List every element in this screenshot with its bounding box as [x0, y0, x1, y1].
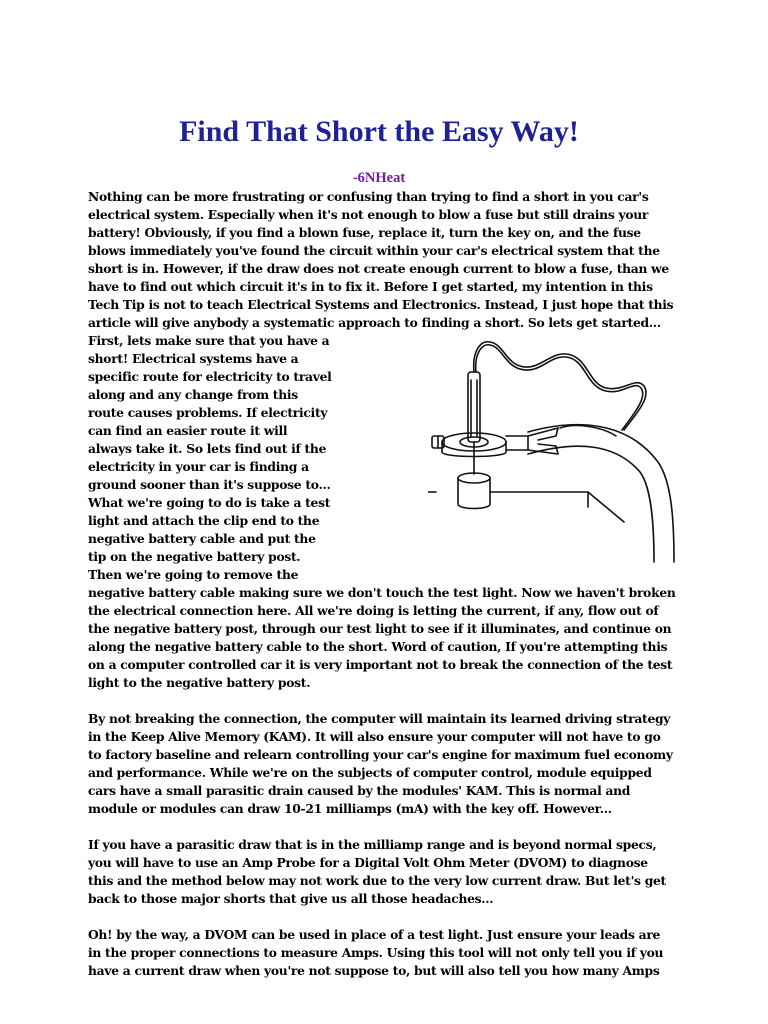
paragraph-test-light-continued — [88, 584, 676, 692]
text-line: can find an easier route it will — [88, 423, 288, 438]
text-line: route causes problems. If electricity — [88, 405, 328, 420]
text-line: along the negative battery cable to the short. Word of caution, If you're attempting this — [88, 639, 668, 654]
text-line: What we're going to do is take a test — [88, 495, 331, 510]
text-line: electrical system. Especially when it's not enough to blow a fuse but still drains your — [88, 207, 649, 222]
text-line: to factory baseline and relearn controlling your car's engine for maximum fuel economy — [88, 747, 673, 762]
text-line: Nothing can be more frustrating or confusing than trying to find a short in you car's — [88, 189, 649, 204]
article-title: Find That Short the Easy Way! — [179, 115, 579, 148]
text-line: always take it. So lets find out if the — [88, 441, 327, 456]
text-line: back to those major shorts that give us all those headaches... — [88, 891, 494, 906]
text-line: Then we're going to remove the — [88, 567, 299, 582]
text-line: ground sooner than it's suppose to... — [88, 477, 331, 492]
text-line: Oh! by the way, a DVOM can be used in place of a test light. Just ensure your leads are — [88, 927, 661, 942]
text-line: article will give anybody a systematic approach to finding a short. So lets get started... — [88, 315, 661, 330]
text-line: the negative battery post, through our test light to see if it illuminates, and continue on — [88, 621, 672, 636]
text-line: light to the negative battery post. — [88, 675, 311, 690]
paragraph-intro — [88, 188, 673, 332]
text-line: short! Electrical systems have a — [88, 351, 299, 366]
text-line: module or modules can draw 10-21 milliamps (mA) with the key off. However... — [88, 801, 612, 816]
text-line: By not breaking the connection, the computer will maintain its learned driving strategy — [88, 711, 671, 726]
text-line: have a current draw when you're not suppose to, but will also tell you how many Amps — [88, 963, 660, 978]
text-line: If you have a parasitic draw that is in the milliamp range and is beyond normal specs, — [88, 837, 657, 852]
text-line: specific route for electricity to travel — [88, 369, 332, 384]
test-light-on-battery-post-icon — [428, 332, 678, 572]
text-line: on a computer controlled car it is very important not to break the connection of the test — [88, 657, 673, 672]
text-line: tip on the negative battery post. — [88, 549, 301, 564]
text-line: along and any change from this — [88, 387, 298, 402]
text-line: you will have to use an Amp Probe for a Digital Volt Ohm Meter (DVOM) to diagnose — [88, 855, 648, 870]
text-line: cars have a small parasitic drain caused by the modules' KAM. This is normal and — [88, 783, 631, 798]
text-line: negative battery cable making sure we don't touch the test light. Now we haven't broken — [88, 585, 676, 600]
text-line: battery! Obviously, if you find a blown fuse, replace it, turn the key on, and the fuse — [88, 225, 641, 240]
paragraph-parasitic-draw — [88, 836, 666, 908]
text-line: and performance. While we're on the subjects of computer control, module equipped — [88, 765, 652, 780]
text-line: in the proper connections to measure Amps. Using this tool will not only tell you if you — [88, 945, 664, 960]
article-page — [88, 0, 676, 1024]
text-line: light and attach the clip end to the — [88, 513, 320, 528]
text-line: have to find out which circuit it's in to fix it. Before I get started, my intention in this — [88, 279, 653, 294]
paragraph-test-light-wrapped — [88, 332, 338, 584]
text-line: Tech Tip is not to teach Electrical Systems and Electronics. Instead, I just hope that this — [88, 297, 674, 312]
text-line: the electrical connection here. All we're doing is letting the current, if any, flow out of — [88, 603, 659, 618]
text-line: this and the method below may not work due to the very low current draw. But let's get — [88, 873, 666, 888]
text-line: First, lets make sure that you have a — [88, 333, 330, 348]
text-line: electricity in your car is finding a — [88, 459, 309, 474]
paragraph-kam — [88, 710, 673, 818]
text-line: in the Keep Alive Memory (KAM). It will also ensure your computer will not have to go — [88, 729, 661, 744]
author-byline: -6NHeat — [352, 170, 406, 186]
paragraph-dvom — [88, 926, 663, 980]
text-line: short is in. However, if the draw does not create enough current to blow a fuse, than we — [88, 261, 669, 276]
text-line: blows immediately you've found the circuit within your car's electrical system that the — [88, 243, 660, 258]
text-line: negative battery cable and put the — [88, 531, 316, 546]
